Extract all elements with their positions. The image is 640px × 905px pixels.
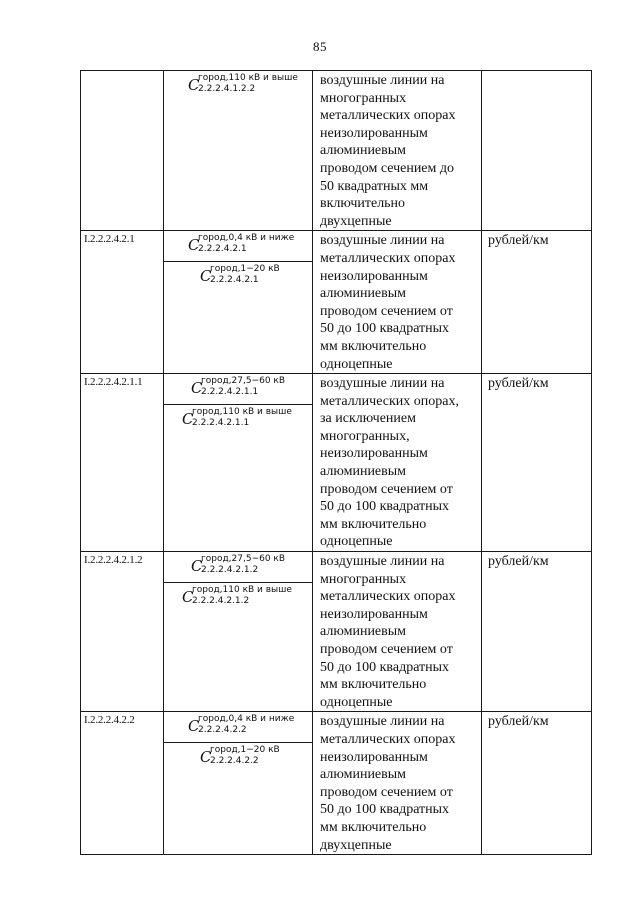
description-cell xyxy=(313,552,482,712)
row-description xyxy=(313,552,481,711)
formula-block xyxy=(164,374,312,404)
description-line: металлических опорах xyxy=(320,731,456,747)
formula-superscript: город,1−20 кВ xyxy=(210,745,280,756)
formula-cell xyxy=(164,552,313,712)
formula-subscript: 2.2.2.4.2.2 xyxy=(198,725,247,736)
description-line: неизолированным xyxy=(320,125,428,141)
formula-symbol: C xyxy=(191,379,203,398)
formula-subscript: 2.2.2.4.2.1.2 xyxy=(192,596,250,607)
description-line: металлических опорах xyxy=(320,589,456,605)
description-line: алюминиевым xyxy=(320,464,407,480)
row-unit: рублей/км xyxy=(488,554,549,570)
tariff-table-body xyxy=(81,71,592,855)
code-cell xyxy=(81,374,164,552)
description-line: алюминиевым xyxy=(320,286,407,302)
description-line: проводом сечением до xyxy=(320,160,455,176)
row-unit: рублей/км xyxy=(488,233,549,249)
description-line: 50 до 100 квадратных xyxy=(320,321,450,337)
formula-block xyxy=(164,742,312,773)
description-line: проводом сечением от xyxy=(320,481,453,497)
description-line: металлических опорах xyxy=(320,250,456,266)
formula-cell xyxy=(164,712,313,855)
formula-block xyxy=(164,71,312,101)
formula-symbol: C xyxy=(188,236,200,255)
formula-block xyxy=(164,404,312,435)
table-row xyxy=(81,231,592,374)
unit-cell xyxy=(482,712,592,855)
formula-superscript: город,0,4 кВ и ниже xyxy=(198,233,295,244)
table-row xyxy=(81,712,592,855)
code-cell xyxy=(81,71,164,231)
table-row xyxy=(81,71,592,231)
unit-cell xyxy=(482,71,592,231)
tariff-table xyxy=(80,70,592,855)
formula-subscript: 2.2.2.4.2.1.1 xyxy=(192,418,250,429)
description-line: неизолированным xyxy=(320,606,428,622)
row-code: I.2.2.2.4.2.1 xyxy=(84,233,135,246)
formula-subscript: 2.2.2.4.2.1 xyxy=(198,244,247,255)
description-line: одноцепные xyxy=(320,356,393,372)
formula-superscript: город,110 кВ и выше xyxy=(198,73,298,83)
description-line: металлических опорах, xyxy=(320,393,459,409)
description-cell xyxy=(313,374,482,552)
description-line: одноцепные xyxy=(320,694,393,710)
formula-symbol: C xyxy=(182,410,194,429)
description-cell xyxy=(313,231,482,374)
formula-superscript: город,110 кВ и выше xyxy=(192,585,292,596)
description-line: за исключением xyxy=(320,411,416,427)
description-line: проводом сечением от xyxy=(320,642,453,657)
formula-superscript: город,27,5−60 кВ xyxy=(201,554,286,565)
description-line: алюминиевым xyxy=(320,767,407,783)
code-cell xyxy=(81,552,164,712)
row-unit: рублей/км xyxy=(488,376,549,392)
description-line: одноцепные xyxy=(320,534,393,550)
formula-subscript: 2.2.2.4.2.1 xyxy=(210,275,259,286)
description-line: двухцепные xyxy=(320,837,392,853)
formula-subscript: 2.2.2.4.2.1.1 xyxy=(201,387,259,398)
description-line: воздушные линии на xyxy=(320,376,445,392)
description-line: воздушные линии на xyxy=(320,554,445,570)
formula-block xyxy=(164,261,312,292)
formula-symbol: C xyxy=(191,557,203,576)
unit-cell xyxy=(482,374,592,552)
description-line: проводом сечением от xyxy=(320,303,453,319)
description-line: мм включительно xyxy=(320,338,427,354)
formula-cell xyxy=(164,71,313,231)
description-line: двухцепные xyxy=(320,213,392,229)
row-description xyxy=(313,71,481,230)
description-line: неизолированным xyxy=(320,749,428,765)
formula-block xyxy=(164,582,312,613)
formula-cell xyxy=(164,231,313,374)
description-line: воздушные линии на xyxy=(320,233,445,249)
description-line: 50 до 100 квадратных xyxy=(320,499,450,515)
formula-superscript: город,27,5−60 кВ xyxy=(201,376,286,387)
description-line: неизолированным xyxy=(320,268,428,284)
formula-symbol: C xyxy=(200,748,212,767)
formula-block xyxy=(164,552,312,582)
description-line: мм включительно xyxy=(320,819,427,835)
description-line: воздушные линии на xyxy=(320,714,445,730)
formula-subscript: 2.2.2.4.2.2 xyxy=(210,756,259,767)
page-number: 85 xyxy=(313,39,327,54)
description-line: многогранных, xyxy=(320,428,410,444)
row-code: I.2.2.2.4.2.2 xyxy=(84,714,135,727)
formula-subscript: 2.2.2.4.2.1.2 xyxy=(201,565,259,576)
code-cell xyxy=(81,231,164,374)
row-code xyxy=(81,71,163,73)
description-line: 50 до 100 квадратных xyxy=(320,802,450,818)
formula-symbol: C xyxy=(200,267,212,286)
description-line: многогранных xyxy=(320,571,407,587)
description-line: проводом сечением от xyxy=(320,784,453,800)
description-line: неизолированным xyxy=(320,446,428,462)
formula-symbol: C xyxy=(188,717,200,736)
description-cell xyxy=(313,71,482,231)
formula-block xyxy=(164,712,312,742)
formula-superscript: город,1−20 кВ xyxy=(210,264,280,275)
description-line: включительно xyxy=(320,196,406,212)
formula-block xyxy=(164,231,312,261)
formula-subscript: 2.2.2.4.1.2.2 xyxy=(198,84,256,94)
formula-symbol: C xyxy=(188,76,200,94)
row-code: I.2.2.2.4.2.1.1 xyxy=(84,376,143,389)
description-line: 50 квадратных мм xyxy=(320,178,429,194)
row-code: I.2.2.2.4.2.1.2 xyxy=(84,554,143,567)
unit-cell xyxy=(482,231,592,374)
description-line: металлических опорах xyxy=(320,108,456,124)
description-line: 50 до 100 квадратных xyxy=(320,659,450,675)
formula-superscript: город,110 кВ и выше xyxy=(192,407,292,418)
row-unit: рублей/км xyxy=(488,714,549,730)
code-cell xyxy=(81,712,164,855)
description-cell xyxy=(313,712,482,855)
formula-cell xyxy=(164,374,313,552)
description-line: многогранных xyxy=(320,90,407,106)
formula-superscript: город,0,4 кВ и ниже xyxy=(198,714,295,725)
row-description xyxy=(313,374,481,551)
description-line: мм включительно xyxy=(320,677,427,693)
row-unit xyxy=(482,71,591,73)
description-line: алюминиевым xyxy=(320,624,407,640)
description-line: воздушные линии на xyxy=(320,73,445,88)
table-row xyxy=(81,552,592,712)
row-description xyxy=(313,231,481,373)
table-row xyxy=(81,374,592,552)
description-line: алюминиевым xyxy=(320,143,407,159)
unit-cell xyxy=(482,552,592,712)
formula-symbol: C xyxy=(182,588,194,607)
row-description xyxy=(313,712,481,854)
description-line: мм включительно xyxy=(320,516,427,532)
